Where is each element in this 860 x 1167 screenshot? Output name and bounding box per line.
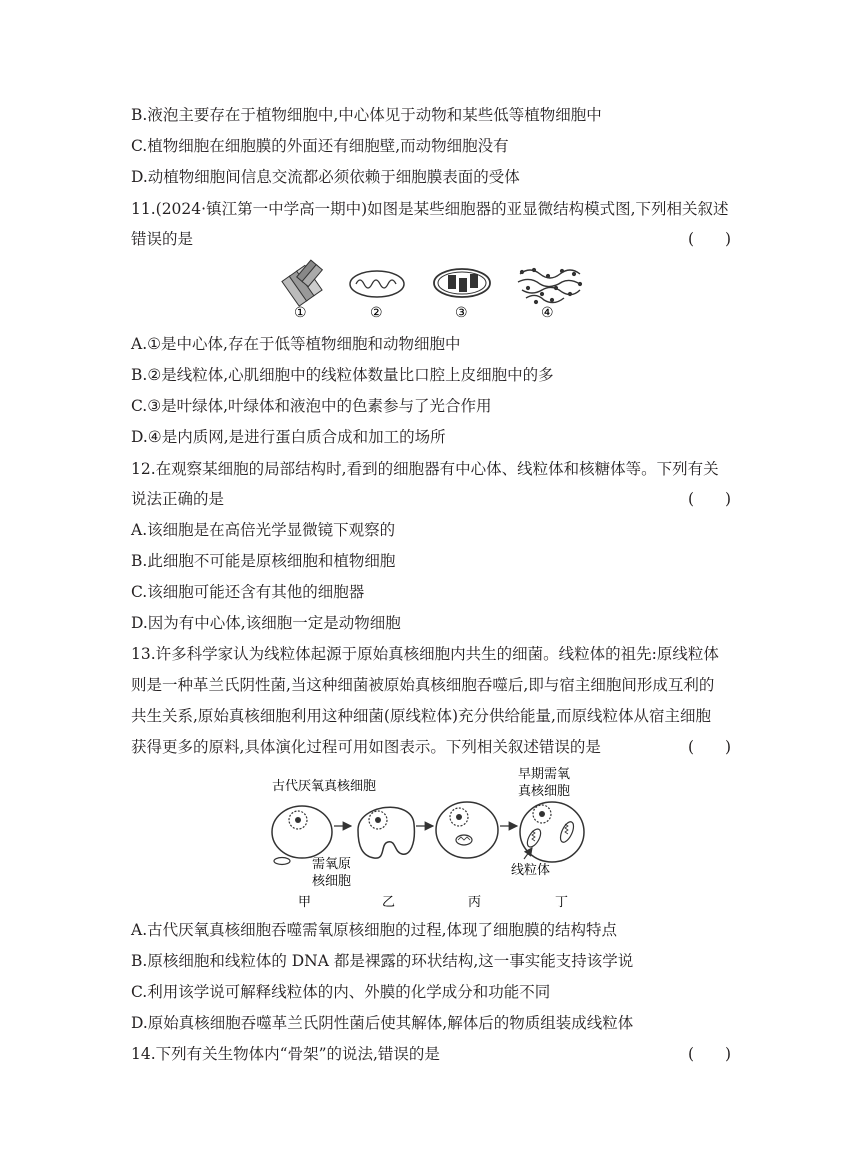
- q13-option-a: A.古代厌氧真核细胞吞噬需氧原核细胞的过程,体现了细胞膜的结构特点: [131, 921, 618, 939]
- figure-label-3: ③: [455, 305, 468, 321]
- figure-label-4: ④: [541, 305, 554, 321]
- stage-label-ding: 丁: [555, 895, 569, 910]
- q12-stem-line-1: 12.在观察某细胞的局部结构时,看到的细胞器有中心体、线粒体和核糖体等。下列有关: [131, 460, 719, 478]
- q10-option-d: D.动植物细胞间信息交流都必须依赖于细胞膜表面的受体: [131, 168, 520, 186]
- q12-option-d: D.因为有中心体,该细胞一定是动物细胞: [131, 614, 401, 632]
- q11-option-b: B.②是线粒体,心肌细胞中的线粒体数量比口腔上皮细胞中的多: [131, 366, 554, 384]
- q11-option-c: C.③是叶绿体,叶绿体和液泡中的色素参与了光合作用: [131, 397, 492, 415]
- mitochondrion-image: [350, 271, 404, 297]
- q11-stem-line-2: 错误的是: [131, 230, 194, 248]
- q13-answer-bracket: ( ): [688, 738, 732, 756]
- figure-label-2: ②: [370, 305, 383, 321]
- q13-option-c: C.利用该学说可解释线粒体的内、外膜的化学成分和功能不同: [131, 983, 551, 1001]
- q11-option-a: A.①是中心体,存在于低等植物细胞和动物细胞中: [131, 335, 461, 353]
- q14-stem-line-1: 14.下列有关生物体内“骨架”的说法,错误的是: [131, 1045, 440, 1063]
- cell-stage-bing: [436, 802, 498, 858]
- stage-label-jia: 甲: [298, 895, 312, 910]
- q13-stem-line-2: 则是一种革兰氏阴性菌,当这种细菌被原始真核细胞吞噬后,即与宿主细胞间形成互利的: [131, 676, 715, 694]
- q10-option-c: C.植物细胞在细胞膜的外面还有细胞壁,而动物细胞没有: [131, 137, 509, 155]
- chloroplast-image: [434, 269, 490, 297]
- q13-stem-line-3: 共生关系,原始真核细胞利用这种细菌(原线粒体)充分供给能量,而原线粒体从宿主细胞: [131, 707, 711, 725]
- q12-option-b: B.此细胞不可能是原核细胞和植物细胞: [131, 552, 396, 570]
- early-cell-label-1: 早期需氧: [518, 767, 571, 782]
- q14-answer-bracket: ( ): [688, 1045, 732, 1063]
- cell-stage-ding: [520, 802, 584, 862]
- q11-organelle-figure: [276, 258, 596, 322]
- cell-stage-jia: [272, 806, 332, 865]
- q12-option-a: A.该细胞是在高倍光学显微镜下观察的: [131, 521, 396, 539]
- aerobic-prokaryote-label-1: 需氧原: [312, 857, 352, 872]
- centriole-image: [282, 260, 322, 306]
- q12-option-c: C.该细胞可能还含有其他的细胞器: [131, 583, 365, 601]
- q13-stem-line-1: 13.许多科学家认为线粒体起源于原始真核细胞内共生的细菌。线粒体的祖先:原线粒体: [131, 645, 719, 663]
- endoplasmic-reticulum-image: [518, 269, 581, 304]
- figure-label-1: ①: [294, 305, 307, 321]
- q12-answer-bracket: ( ): [688, 490, 732, 508]
- cell-stage-yi: [358, 807, 414, 858]
- q12-stem-line-2: 说法正确的是: [131, 490, 225, 508]
- q11-stem-line-1: 11.(2024·镇江第一中学高一期中)如图是某些细胞器的亚显微结构模式图,下列相关叙述: [131, 200, 729, 218]
- stage-label-yi: 乙: [382, 895, 396, 910]
- q11-answer-bracket: ( ): [688, 230, 732, 248]
- q10-option-b: B.液泡主要存在于植物细胞中,中心体见于动物和某些低等植物细胞中: [131, 106, 602, 124]
- q13-option-d: D.原始真核细胞吞噬革兰氏阴性菌后使其解体,解体后的物质组装成线粒体: [131, 1014, 634, 1032]
- mitochondrion-label: 线粒体: [511, 863, 551, 878]
- stage-label-bing: 丙: [468, 895, 482, 910]
- early-cell-label-2: 真核细胞: [518, 784, 571, 799]
- q13-stem-line-4: 获得更多的原料,具体演化过程可用如图表示。下列相关叙述错误的是: [131, 738, 601, 756]
- ancient-cell-label: 古代厌氧真核细胞: [272, 779, 377, 794]
- q11-option-d: D.④是内质网,是进行蛋白质合成和加工的场所: [131, 428, 446, 446]
- q13-endosymbiosis-figure: [262, 764, 602, 912]
- aerobic-prokaryote-label-2: 核细胞: [312, 874, 352, 889]
- q13-option-b: B.原核细胞和线粒体的 DNA 都是裸露的环状结构,这一事实能支持该学说: [131, 952, 634, 970]
